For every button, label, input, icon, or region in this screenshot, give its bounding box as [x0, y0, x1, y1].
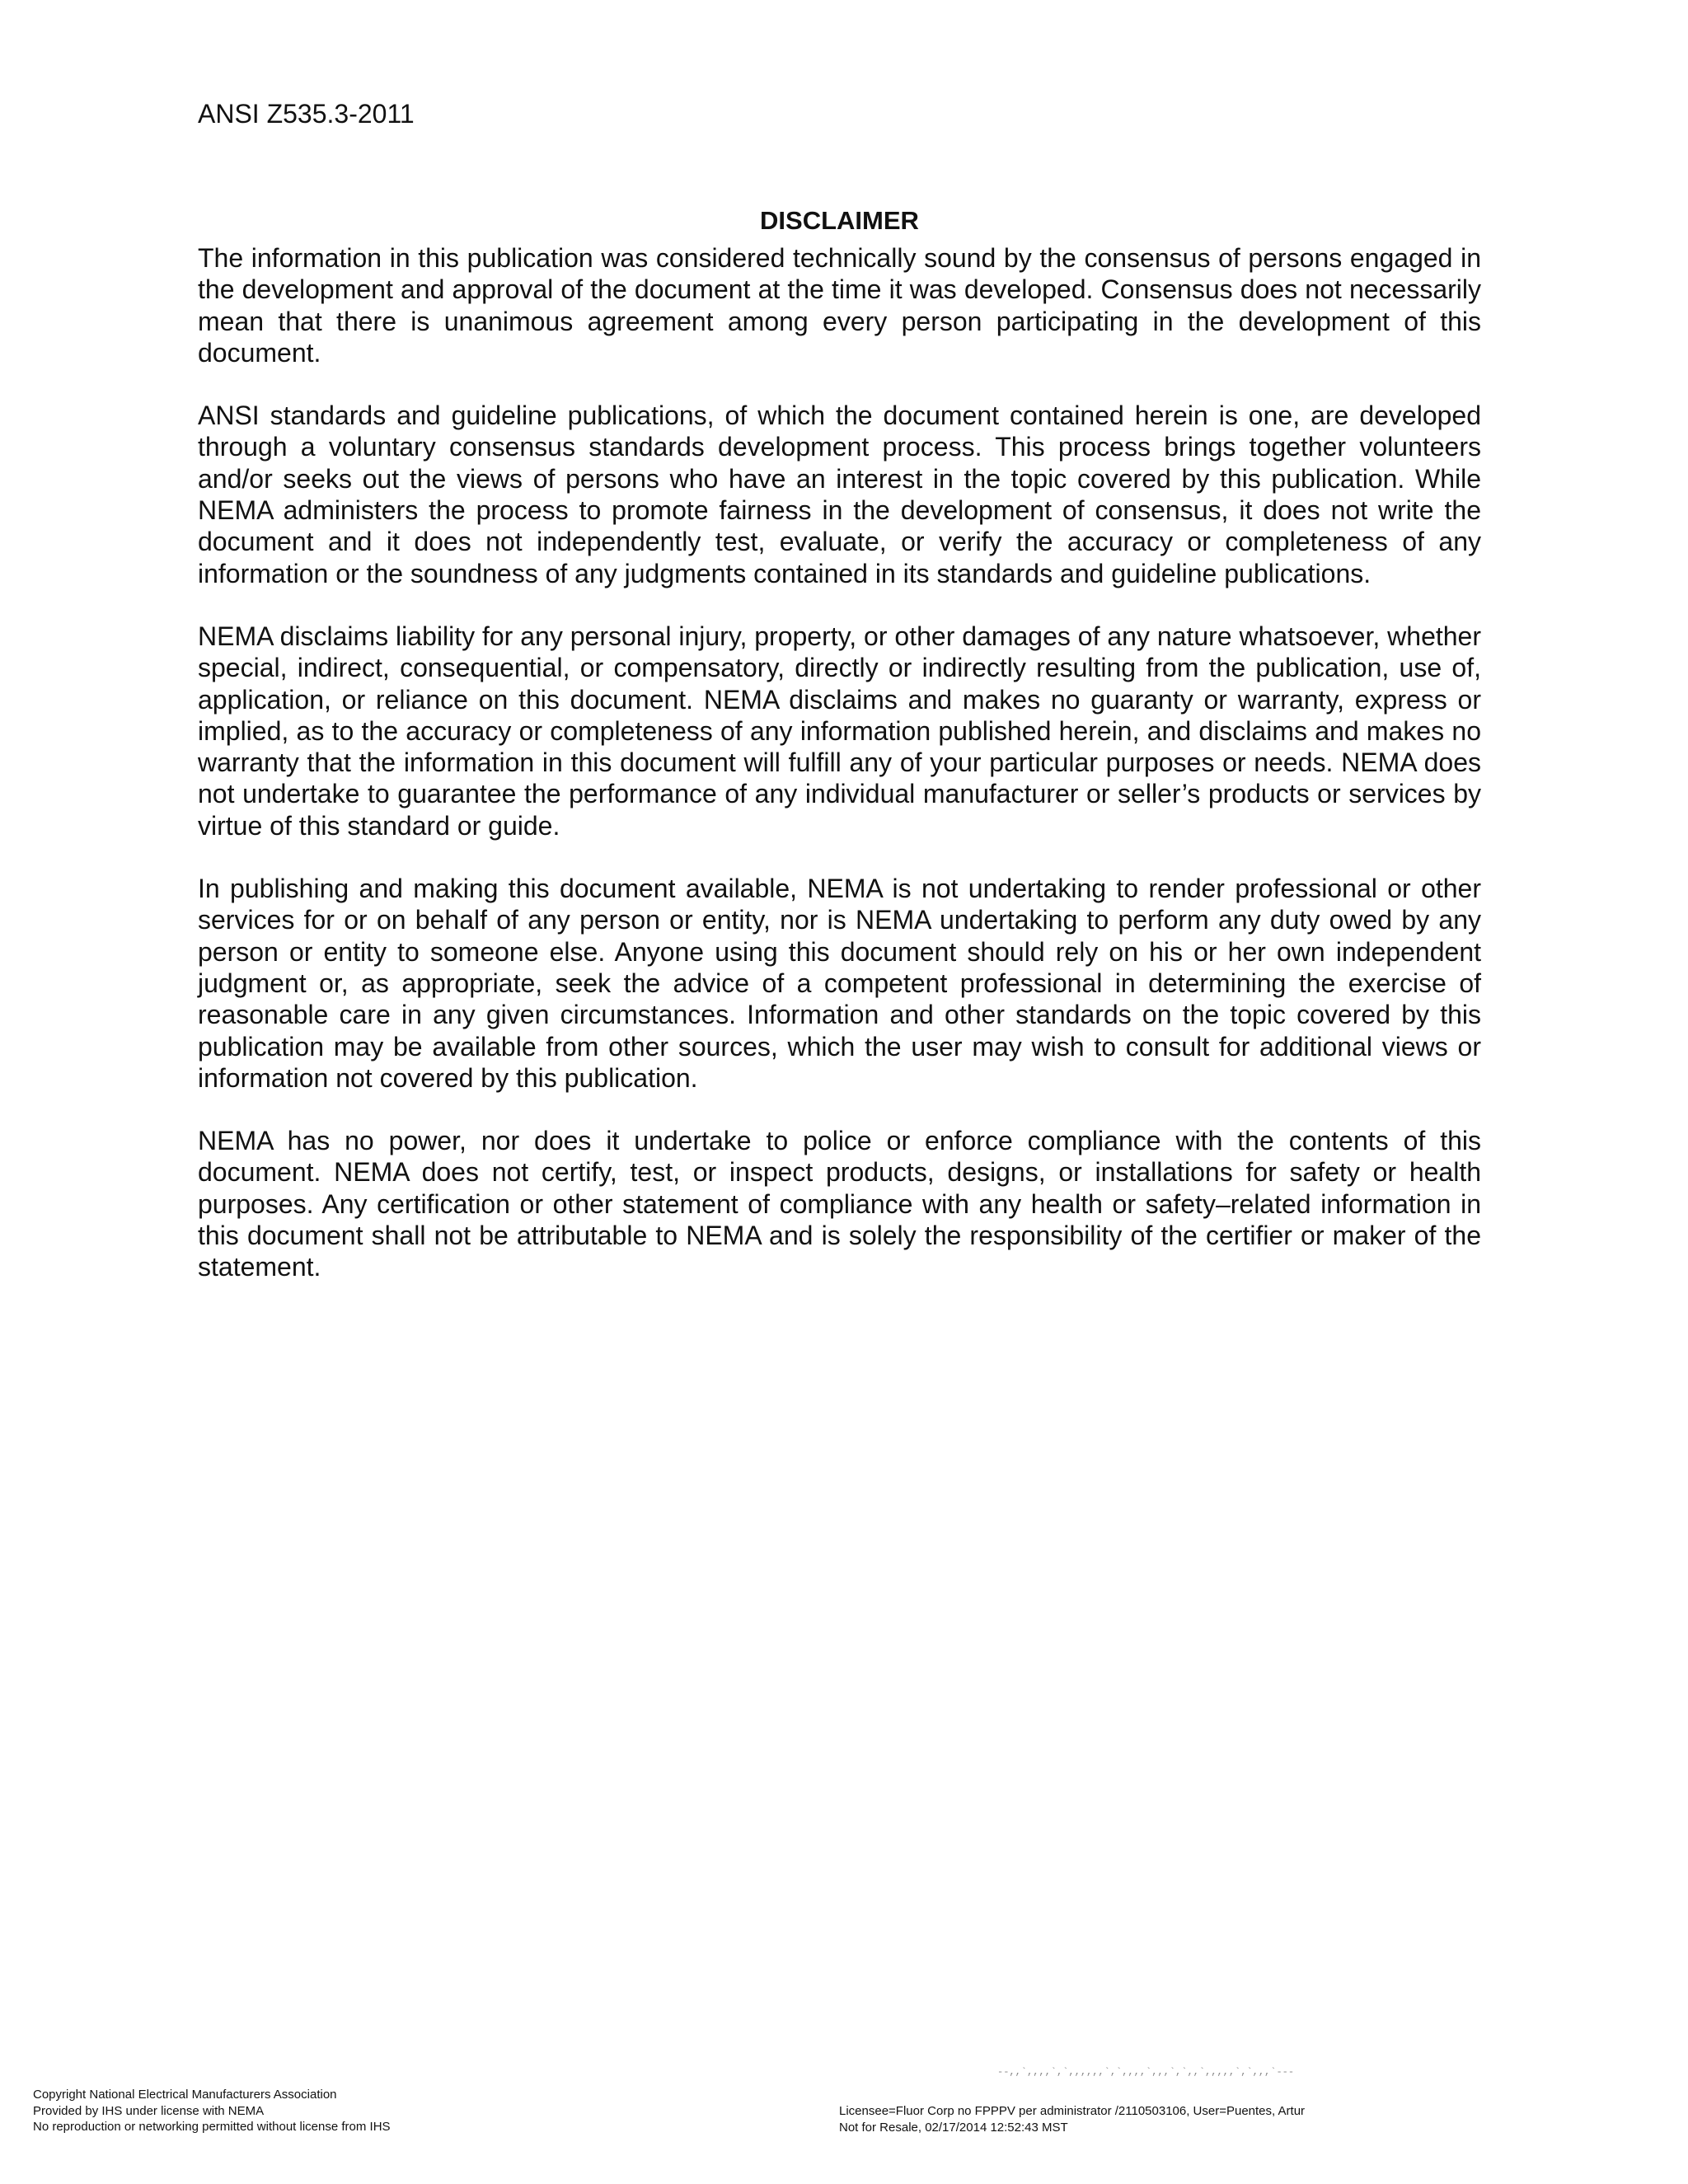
footer-line: Licensee=Fluor Corp no FPPPV per administrator /2110503106, User=Puentes, Artur — [839, 2104, 1306, 2118]
disclaimer-section — [198, 204, 1481, 1315]
disclaimer-paragraph: NEMA has no power, nor does it undertake to police or enforce compliance with the contents of this document. NEMA does not certify, test, or inspect products, designs, or installations for safety or health purposes. Any certification or other statement of compliance with any health or safety–related information in this document shall not be attributable to NEMA and is solely the responsibility of the certifier or maker of the statement. — [198, 1126, 1481, 1282]
disclaimer-paragraph: NEMA disclaims liability for any personal injury, property, or other damages of any nature whatsoever, whether special, indirect, consequential, or compensatory, directly or indirectly resulting from the publication, use of, application, or reliance on this document. NEMA disclaims and makes no guaranty or warranty, express or implied, as to the accuracy or completeness of any information published herein, and disclaims and makes no warranty that the information in this document will fulfill any of your particular purposes or needs. NEMA does not undertake to guarantee the performance of any individual manufacturer or seller’s products or services by virtue of this standard or guide. — [198, 621, 1481, 841]
disclaimer-title: DISCLAIMER — [760, 206, 919, 235]
watermark-mark: --,,`,,,,`,`,,,,,,`,`,,,,`,,,`,`,,`,,,,,`,`,,,`--- — [997, 2066, 1295, 2078]
footer-line: Not for Resale, 02/17/2014 12:52:43 MST — [839, 2120, 1068, 2135]
footer-license — [839, 2103, 1305, 2135]
disclaimer-paragraph: The information in this publication was considered technically sound by the consensus of persons engaged in the development and approval of the document at the time it was developed. Consensus does not necessarily mean that there is unanimous agreement among every person participating in the development of this document. — [198, 243, 1481, 368]
footer-copyright — [33, 2087, 391, 2135]
footer-line: No reproduction or networking permitted without license from IHS — [33, 2120, 391, 2134]
disclaimer-paragraph: In publishing and making this document available, NEMA is not undertaking to render professional or other services for or on behalf of any person or entity, nor is NEMA undertaking to perform any duty owed by any person or entity to someone else. Anyone using this document should rely on his or her own independent judgment or, as appropriate, seek the advice of a competent professional in determining the exercise of reasonable care in any given circumstances. Information and other standards on the topic covered by this publication may be available from other sources, which the user may wish to consult for additional views or information not covered by this publication. — [198, 874, 1481, 1093]
document-id: ANSI Z535.3-2011 — [198, 99, 415, 129]
footer-line: Provided by IHS under license with NEMA — [33, 2103, 265, 2118]
footer-line: Copyright National Electrical Manufacturers Association — [33, 2088, 337, 2102]
disclaimer-paragraph: ANSI standards and guideline publications, of which the document contained herein is one, are developed through a voluntary consensus standards development process. This process brings together volunteers and/or seeks out the views of persons who have an interest in the topic covered by this publication. While NEMA administers the process to promote fairness in the development of consensus, it does not write the document and it does not independently test, evaluate, or verify the accuracy or completeness of any information or the soundness of any judgments contained in its standards and guideline publications. — [198, 401, 1481, 588]
